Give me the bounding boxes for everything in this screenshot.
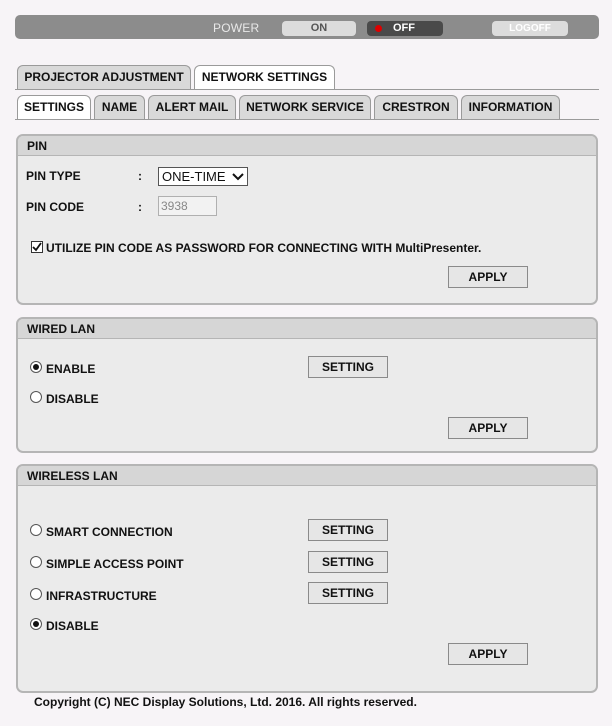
- wireless-disable-label: DISABLE: [46, 619, 99, 633]
- smart-connection-setting-button[interactable]: SETTING: [308, 519, 388, 541]
- wired-apply-button[interactable]: APPLY: [448, 417, 528, 439]
- subtab-alert-mail[interactable]: ALERT MAIL: [148, 95, 236, 119]
- subtab-crestron[interactable]: CRESTRON: [374, 95, 458, 119]
- pin-code-field[interactable]: 3938: [158, 196, 217, 216]
- wireless-apply-button[interactable]: APPLY: [448, 643, 528, 665]
- tab-projector-adjustment[interactable]: PROJECTOR ADJUSTMENT: [17, 65, 191, 89]
- main-tabs-divider: [15, 89, 599, 90]
- wired-disable-label: DISABLE: [46, 392, 99, 406]
- wireless-simple-access-point-radio[interactable]: [30, 556, 42, 568]
- wired-disable-radio[interactable]: [30, 391, 42, 403]
- use-pin-checkbox[interactable]: [31, 241, 43, 253]
- subtab-information[interactable]: INFORMATION: [461, 95, 560, 119]
- pin-apply-button[interactable]: APPLY: [448, 266, 528, 288]
- wireless-smart-connection-radio[interactable]: [30, 524, 42, 536]
- logoff-button[interactable]: LOGOFF: [492, 21, 568, 36]
- copyright-text: Copyright (C) NEC Display Solutions, Ltd. 2016. All rights reserved.: [34, 695, 417, 709]
- pin-type-select[interactable]: [158, 167, 248, 186]
- wired-setting-button[interactable]: SETTING: [308, 356, 388, 378]
- power-off-button[interactable]: [367, 21, 443, 36]
- power-on-button[interactable]: ON: [282, 21, 356, 36]
- simple-access-point-setting-button[interactable]: SETTING: [308, 551, 388, 573]
- wireless-disable-radio[interactable]: [30, 618, 42, 630]
- pin-type-value: ONE-TIME: [162, 169, 226, 184]
- power-off-label: OFF: [393, 22, 415, 34]
- power-status-dot-icon: [375, 25, 382, 32]
- wired-enable-radio[interactable]: [30, 361, 42, 373]
- pin-code-label: PIN CODE: [26, 200, 85, 214]
- infrastructure-setting-button[interactable]: SETTING: [308, 582, 388, 604]
- subtab-network-service[interactable]: NETWORK SERVICE: [239, 95, 371, 119]
- wireless-lan-title: WIRELESS LAN: [18, 466, 596, 486]
- wireless-smart-connection-label: SMART CONNECTION: [46, 525, 173, 539]
- wireless-infrastructure-label: INFRASTRUCTURE: [46, 589, 157, 603]
- pin-type-colon: :: [138, 169, 142, 183]
- use-pin-label: UTILIZE PIN CODE AS PASSWORD FOR CONNECTING WITH MultiPresenter.: [46, 241, 482, 255]
- tab-network-settings[interactable]: NETWORK SETTINGS: [194, 65, 335, 89]
- pin-type-label: PIN TYPE: [26, 169, 81, 183]
- wired-lan-title: WIRED LAN: [18, 319, 596, 339]
- checkmark-icon: [31, 241, 43, 253]
- subtab-name[interactable]: NAME: [94, 95, 145, 119]
- chevron-down-icon: [232, 169, 244, 184]
- wireless-infrastructure-radio[interactable]: [30, 588, 42, 600]
- wired-enable-label: ENABLE: [46, 362, 96, 376]
- subtab-settings[interactable]: SETTINGS: [17, 95, 91, 119]
- pin-code-colon: :: [138, 200, 142, 214]
- power-label: POWER: [213, 21, 260, 35]
- wireless-simple-access-point-label: SIMPLE ACCESS POINT: [46, 557, 184, 571]
- pin-panel-title: PIN: [18, 136, 596, 156]
- sub-tabs-divider: [15, 119, 599, 120]
